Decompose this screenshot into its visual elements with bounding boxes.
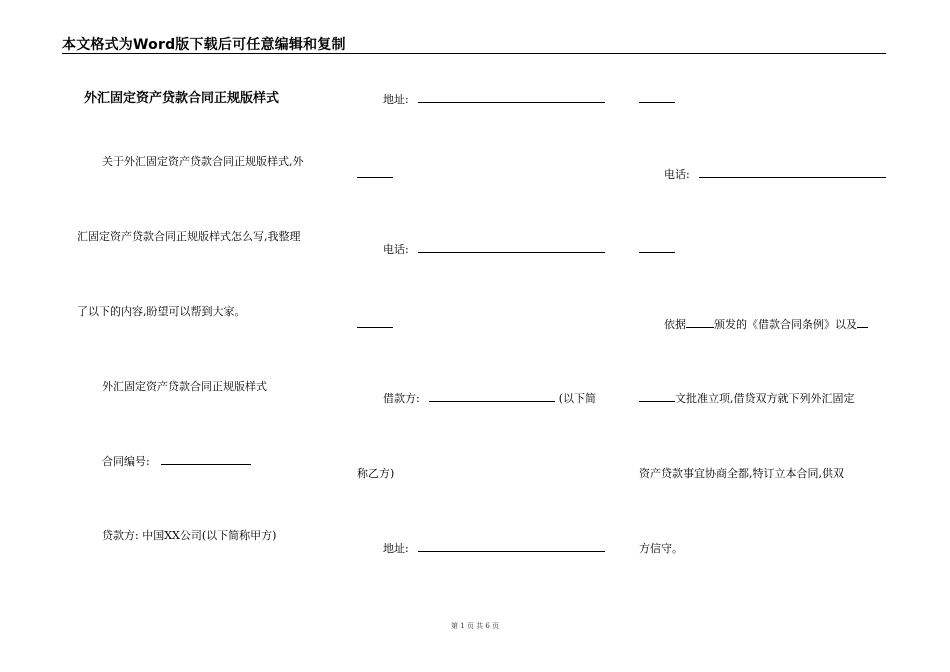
approval-blank <box>639 392 675 402</box>
contract-number-row <box>102 455 251 469</box>
contract-number-blank <box>161 455 251 465</box>
lender-line: 贷款方: 中国XX公司(以下简称甲方) <box>102 529 277 542</box>
lender-phone-label: 电话: <box>383 243 409 256</box>
borrower-phone-continuation-row <box>639 243 675 257</box>
contract-subtitle: 外汇固定资产贷款合同正规版样式 <box>102 380 267 393</box>
borrower-address-row <box>383 542 605 556</box>
approval-text: 文批准立项,借贷双方就下列外汇固定 <box>675 392 855 405</box>
basis-end-blank <box>857 318 868 328</box>
lender-address-blank <box>418 93 605 103</box>
approval-row <box>639 392 855 406</box>
lender-address-continuation-blank <box>357 168 393 178</box>
page-number-footer: 第 1 页 共 6 页 <box>450 622 500 630</box>
borrower-continuation: 称乙方) <box>357 467 395 480</box>
lender-phone-blank <box>418 243 605 253</box>
borrower-suffix: (以下简 <box>558 392 597 405</box>
lender-address-label: 地址: <box>383 93 409 106</box>
basis-prefix: 依据 <box>664 318 686 331</box>
borrower-phone-continuation-blank <box>639 243 675 253</box>
borrower-address-continuation-blank <box>639 93 675 103</box>
borrower-phone-row <box>664 168 886 182</box>
lender-phone-continuation-row <box>357 318 393 332</box>
borrower-phone-label: 电话: <box>664 168 690 181</box>
intro-line-3: 了以下的内容,盼望可以帮到大家。 <box>77 305 246 318</box>
borrower-address-blank <box>418 542 605 552</box>
borrower-row <box>383 392 596 406</box>
lender-phone-continuation-blank <box>357 318 393 328</box>
document-title: 外汇固定资产贷款合同正规版样式 <box>84 91 280 106</box>
borrower-label: 借款方: <box>383 392 420 405</box>
borrower-address-label: 地址: <box>383 542 409 555</box>
document-header-title: 本文格式为Word版下载后可任意编辑和复制 <box>62 37 346 53</box>
header-divider <box>62 53 886 54</box>
borrower-name-blank <box>429 392 555 402</box>
intro-line-2: 汇固定资产贷款合同正规版样式怎么写,我整理 <box>77 230 301 243</box>
lender-address-continuation-row <box>357 168 393 182</box>
contract-number-label: 合同编号: <box>102 455 150 468</box>
agreement-line-1: 资产贷款事宜协商全都,特订立本合同,供双 <box>639 467 844 480</box>
borrower-address-continuation-row <box>639 93 675 107</box>
intro-line-1: 关于外汇固定资产贷款合同正规版样式,外 <box>102 155 304 168</box>
lender-phone-row <box>383 243 605 257</box>
basis-row <box>664 318 868 332</box>
agreement-line-2: 方信守。 <box>639 542 683 555</box>
lender-address-row <box>383 93 605 107</box>
borrower-phone-blank <box>699 168 886 178</box>
basis-middle: 颁发的《借款合同条例》以及 <box>714 318 857 331</box>
issuing-authority-blank <box>686 318 714 328</box>
